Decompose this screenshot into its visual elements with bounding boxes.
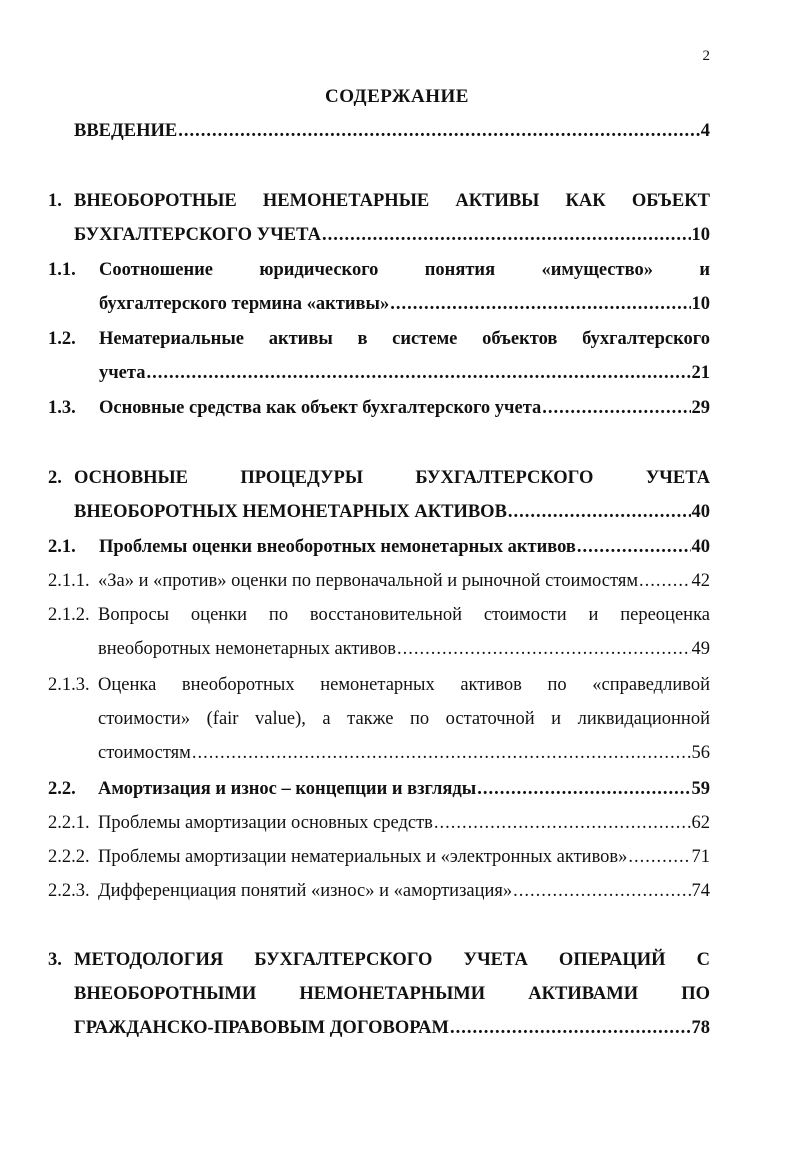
toc-entry-2-2-3[interactable]	[48, 874, 710, 908]
leader-dots	[322, 218, 691, 252]
entry-number: 1.1.	[48, 260, 76, 280]
entry-number: 1.3.	[48, 398, 76, 418]
leader-dots	[477, 772, 690, 806]
entry-page: 42	[691, 571, 710, 591]
entry-text-line2: учета	[99, 363, 146, 383]
entry-number: 2.1.3.	[48, 675, 90, 695]
entry-number: 2.2.	[48, 779, 76, 799]
entry-text-line1: ОСНОВНЫЕ ПРОЦЕДУРЫ БУХГАЛТЕРСКОГО УЧЕТА	[74, 468, 710, 488]
entry-number: 2.1.1.	[48, 571, 90, 591]
entry-page: 78	[691, 1018, 710, 1038]
toc-entry-1-3[interactable]	[48, 391, 710, 425]
entry-number: 2.1.	[48, 537, 76, 557]
entry-page: 4	[700, 121, 710, 141]
entry-number: 2.2.2.	[48, 847, 90, 867]
leader-dots	[508, 495, 691, 529]
entry-text-line2: внеоборотных немонетарных активов	[98, 639, 396, 659]
leader-dots	[450, 1011, 690, 1045]
entry-page: 49	[691, 639, 710, 659]
toc-entry-2-2-1[interactable]	[48, 806, 710, 840]
entry-text: ВВЕДЕНИЕ	[74, 121, 178, 141]
leader-dots	[628, 840, 690, 874]
entry-page: 56	[691, 743, 710, 763]
toc-entry-2-2[interactable]	[48, 772, 710, 806]
page-number: 2	[702, 48, 710, 64]
entry-page: 10	[691, 294, 710, 314]
entry-page: 40	[691, 537, 710, 557]
entry-number: 3.	[48, 950, 62, 970]
entry-text-line2: БУХГАЛТЕРСКОГО УЧЕТА	[74, 225, 321, 245]
entry-page: 40	[691, 502, 710, 522]
entry-page: 29	[691, 398, 710, 418]
leader-dots	[542, 391, 690, 425]
leader-dots	[146, 356, 690, 390]
toc-entry-2-1[interactable]	[48, 530, 710, 564]
entry-number: 2.1.2.	[48, 605, 90, 625]
leader-dots	[390, 287, 690, 321]
entry-text: Основные средства как объект бухгалтерского учета	[99, 398, 542, 418]
entry-page: 59	[691, 779, 710, 799]
leader-dots	[639, 564, 690, 598]
toc-title: СОДЕРЖАНИЕ	[325, 86, 469, 107]
entry-text: Проблемы оценки внеоборотных немонетарных активов	[99, 537, 576, 557]
entry-text: «За» и «против» оценки по первоначальной и рыночной стоимостям	[98, 571, 639, 591]
leader-dots	[513, 874, 690, 908]
leader-dots	[192, 736, 691, 770]
entry-text-line2: ВНЕОБОРОТНЫХ НЕМОНЕТАРНЫХ АКТИВОВ	[74, 502, 507, 522]
toc-entry-2-2-2[interactable]	[48, 840, 710, 874]
leader-dots	[178, 114, 700, 148]
leader-dots	[577, 530, 691, 564]
toc-entry-1-2[interactable]	[48, 322, 710, 390]
toc-entry-2-1-1[interactable]	[48, 564, 710, 598]
entry-text: Амортизация и износ – концепции и взгляды	[98, 779, 477, 799]
entry-text-line2: стоимости» (fair value), а также по остаточной и ликвидационной	[98, 709, 710, 729]
entry-number: 2.	[48, 468, 62, 488]
entry-page: 62	[691, 813, 710, 833]
toc-entry-intro[interactable]	[74, 114, 710, 148]
toc-entry-2-1-3[interactable]	[48, 668, 710, 770]
toc-entry-2-1-2[interactable]	[48, 598, 710, 666]
entry-text-line1: Соотношение юридического понятия «имущество» и	[99, 260, 710, 280]
toc-entry-ch1[interactable]	[48, 184, 710, 252]
entry-page: 10	[691, 225, 710, 245]
entry-text-line1: МЕТОДОЛОГИЯ БУХГАЛТЕРСКОГО УЧЕТА ОПЕРАЦИЙ С	[74, 950, 710, 970]
entry-number: 2.2.1.	[48, 813, 90, 833]
entry-text-line1: ВНЕОБОРОТНЫЕ НЕМОНЕТАРНЫЕ АКТИВЫ КАК ОБЪЕКТ	[74, 191, 710, 211]
entry-text-line3: стоимостям	[98, 743, 191, 763]
entry-number: 1.2.	[48, 329, 76, 349]
toc-entry-ch2[interactable]	[48, 461, 710, 529]
entry-text-line2: бухгалтерского термина «активы»	[99, 294, 390, 314]
entry-text-line1: Оценка внеоборотных немонетарных активов по «справедливой	[98, 675, 710, 695]
toc-entry-ch3[interactable]	[48, 943, 710, 1045]
entry-text: Дифференциация понятий «износ» и «амортизация»	[98, 881, 513, 901]
leader-dots	[397, 632, 691, 666]
toc-entry-1-1[interactable]	[48, 253, 710, 321]
entry-page: 21	[691, 363, 710, 383]
entry-number: 1.	[48, 191, 62, 211]
entry-text-line2: ВНЕОБОРОТНЫМИ НЕМОНЕТАРНЫМИ АКТИВАМИ ПО	[74, 984, 710, 1004]
entry-text: Проблемы амортизации основных средств	[98, 813, 433, 833]
entry-text: Проблемы амортизации нематериальных и «электронных активов»	[98, 847, 628, 867]
entry-text-line1: Вопросы оценки по восстановительной стоимости и переоценка	[98, 605, 710, 625]
entry-number: 2.2.3.	[48, 881, 90, 901]
leader-dots	[434, 806, 691, 840]
entry-text-line3: ГРАЖДАНСКО-ПРАВОВЫМ ДОГОВОРАМ	[74, 1018, 450, 1038]
entry-page: 71	[691, 847, 710, 867]
entry-page: 74	[691, 881, 710, 901]
entry-text-line1: Нематериальные активы в системе объектов бухгалтерского	[99, 329, 710, 349]
